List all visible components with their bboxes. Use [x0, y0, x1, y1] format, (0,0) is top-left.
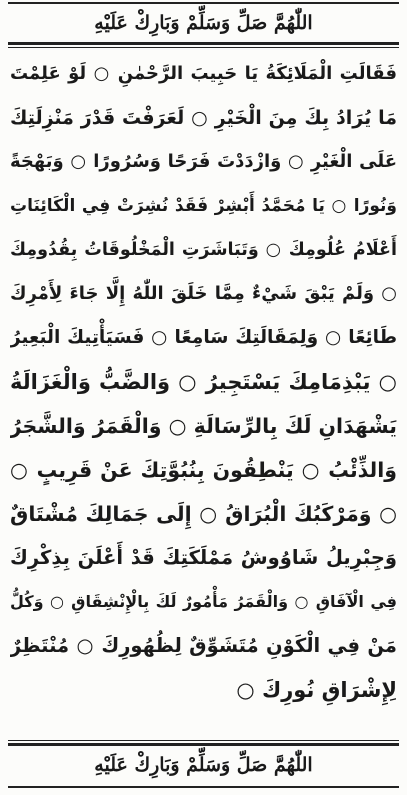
text-body — [10, 52, 397, 712]
top-border-rule — [8, 2, 399, 4]
text-line: فَقَالَتِ الْمَلَائِكَةُ يَا حَبِيبَ الرَّحْمٰنِ ○ لَوْ عَلِمْتَ — [10, 63, 397, 84]
text-line: مَنْ فِي الْكَوْنِ مُتَشَوِّقٌ لِظُهُورِكَ ○ مُنْتَظِرٌ — [10, 634, 397, 657]
header-banner: اللّٰهُمَّ صَلِّ وَسَلِّمْ وَبَارِكْ عَلَيْهِ — [94, 12, 313, 34]
text-line: وَنُورًا ○ يَا مُحَمَّدُ أَبْشِرْ فَقَدْ نُشِرَتْ فِي الْكَائِنَاتِ — [10, 196, 397, 216]
text-line: وَجِبْرِيلُ شَاوُوشُ مَمْلَكَتِكَ قَدْ أَعْلَنَ بِذِكْرِكَ — [10, 546, 397, 569]
text-line: لِإِشْرَاقِ نُورِكَ ○ — [236, 678, 397, 702]
text-line: مَا يُرَادُ بِكَ مِنَ الْخَيْرِ ○ لَعَرَفْتَ قَدْرَ مَنْزِلَتِكَ — [10, 107, 397, 129]
text-line: ○ وَلَمْ يَبْقَ شَيْءٌ مِمَّا خَلَقَ اللّٰهُ إِلَّا جَاءَ لِأَمْرِكَ — [10, 283, 397, 304]
footer-banner: اللّٰهُمَّ صَلِّ وَسَلِّمْ وَبَارِكْ عَلَيْهِ — [94, 754, 313, 776]
text-line: أَعْلَامُ عُلُومِكَ ○ وَتَبَاشَرَتِ الْمَخْلُوقَاتُ بِقُدُومِكَ — [10, 240, 397, 260]
header-rule-thin — [8, 47, 399, 48]
text-line: ○ وَمَرْكَبُكَ الْبُرَاقُ ○ إِلَى جَمَالِكَ مُشْتَاقٌ — [10, 502, 397, 526]
text-line: طَائِعًا ○ وَلِمَقَالَتِكَ سَامِعًا ○ فَسَيَأْتِيكَ الْبَعِيرُ — [10, 327, 397, 348]
text-line: ○ يَبْذِمَامِكَ يَسْتَجِيرُ ○ وَالضَّبُّ وَالْغَزَالَةُ — [10, 370, 397, 394]
text-line: عَلَى الْغَيْرِ ○ وَازْدَدْتَ فَرَحًا وَسُرُورًا ○ وَبَهْجَةً — [10, 151, 397, 172]
footer-rule-thin — [8, 740, 399, 741]
text-line: يَشْهَدَانِ لَكَ بِالرِّسَالَةِ ○ وَالْقَمَرُ وَالشَّجَرُ — [10, 414, 397, 438]
text-line: فِي الْآفَاقِ ○ وَالْقَمَرُ مَأْمُورٌ لَكَ بِالْإِنْشِقَاقِ ○ وَكُلُّ — [10, 592, 397, 611]
bottom-border-rule — [8, 786, 399, 788]
footer-rule — [8, 743, 399, 746]
header-rule — [8, 42, 399, 45]
text-line: وَالذِّئْبُ ○ يَنْطِقُونَ بِنُبُوَّتِكَ عَنْ قَرِيبٍ ○ — [10, 458, 397, 482]
